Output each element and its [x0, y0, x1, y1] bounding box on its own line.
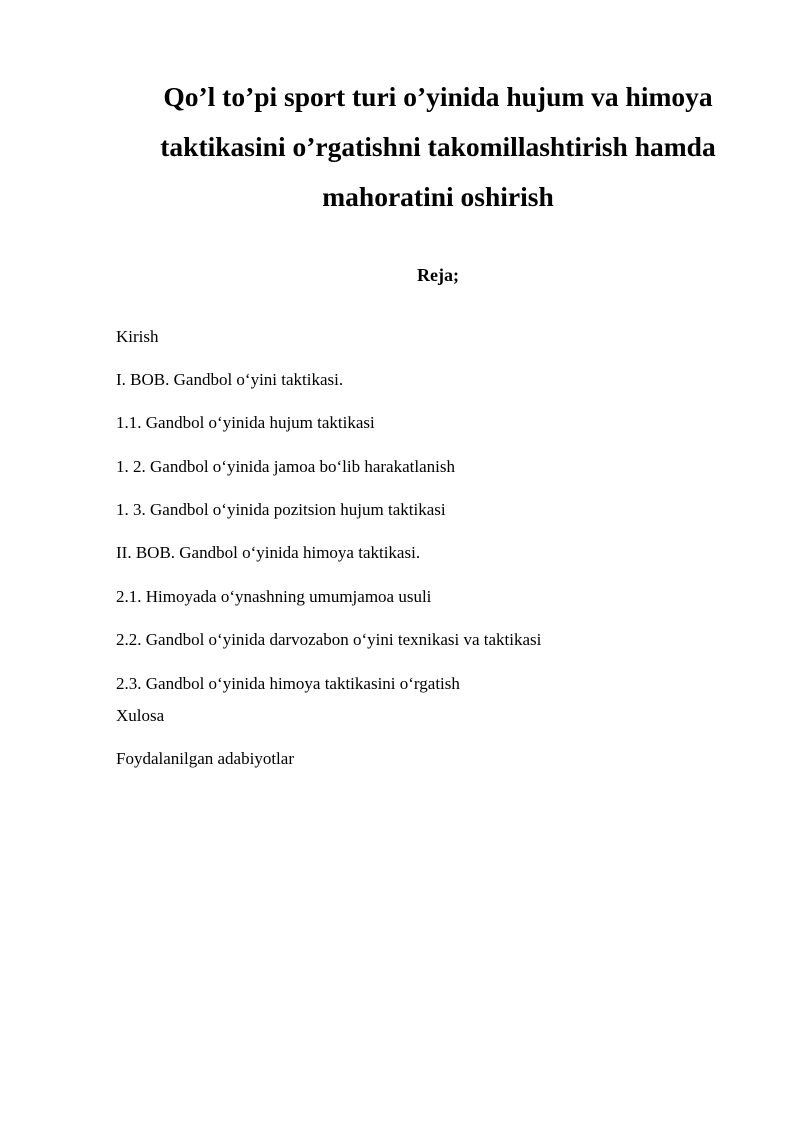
toc-item-section-2-1: 2.1. Himoyada o‘ynashning umumjamoa usuli [116, 587, 432, 606]
toc-item-section-1-3: 1. 3. Gandbol o‘yinida pozitsion hujum taktikasi [116, 500, 446, 519]
title-line-1: Qo’l to’pi sport turi o’yinida hujum va himoya [163, 81, 713, 112]
toc-item-conclusion: Xulosa [116, 706, 165, 725]
toc-item-references: Foydalanilgan adabiyotlar [116, 749, 294, 768]
title-line-3: mahoratini oshirish [322, 181, 554, 212]
toc-item-section-1-2: 1. 2. Gandbol o‘yinida jamoa bo‘lib harakatlanish [116, 457, 455, 476]
toc-item-section-2-2: 2.2. Gandbol o‘yinida darvozabon o‘yini texnikasi va taktikasi [116, 630, 542, 649]
toc-item-introduction: Kirish [116, 327, 159, 346]
toc-item-chapter-1: I. BOB. Gandbol o‘yini taktikasi. [116, 370, 344, 389]
toc-item-chapter-2: II. BOB. Gandbol o‘yinida himoya taktikasi. [116, 543, 421, 562]
toc-item-section-2-3: 2.3. Gandbol o‘yinida himoya taktikasini o‘rgatish [116, 674, 460, 693]
document-title [120, 72, 756, 222]
title-line-2: taktikasini o’rgatishni takomillashtirish hamda [160, 131, 716, 162]
toc-item-section-1-1: 1.1. Gandbol o‘yinida hujum taktikasi [116, 413, 375, 432]
plan-heading: Reja; [417, 265, 459, 285]
